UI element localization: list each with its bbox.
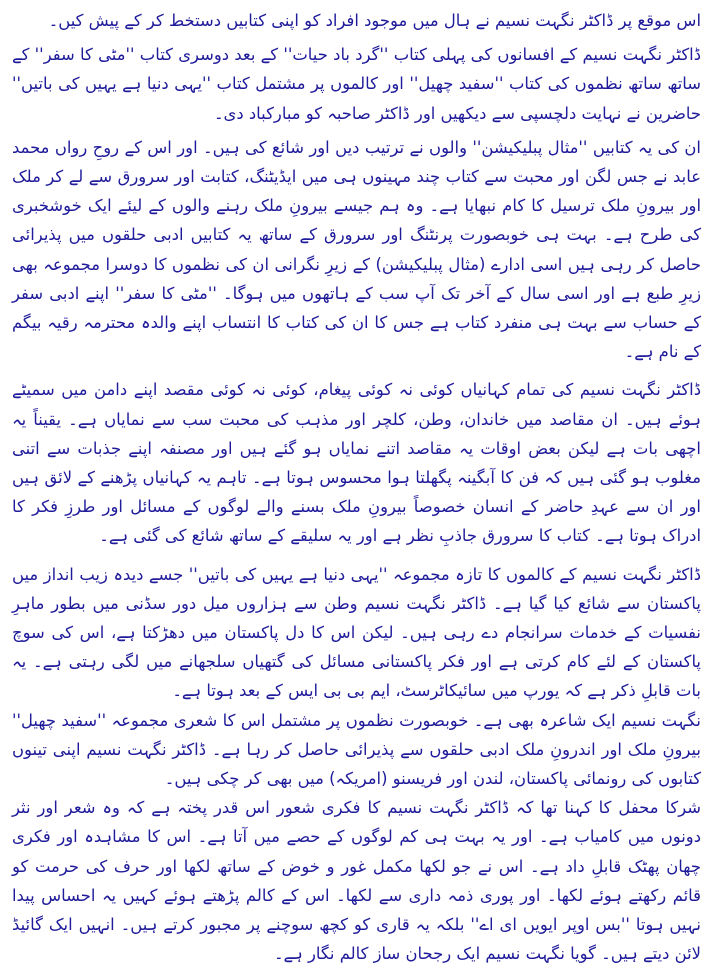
paragraph-columns-collection: ڈاکٹر نگہت نسیم کے کالموں کا تازہ مجموعہ ''یہی دنیا ہے یہیں کی باتیں'' جسے دیدہ زیب انداز میں پاکستان سے شائع کیا گیا ہے۔ ڈاکٹر نگہت نسیم وطن سے ہزاروں میل دور سڈنی میں بطور ماہرِ نفسیات کے خدمات سرانجام دے رہی ہیں۔ لیکن اس کا دل پاکستان میں دھڑکتا ہے، اس کی سوچ پاکستان کے لئے کام کرتی ہے اور فکر پاکستانی مسائل کی گتھیاں سلجھانے میں لگی رہتی ہے۔ یہ بات قابلِ ذکر ہے کہ یورپ میں سائیکاٹرسٹ، ایم بی بی ایس کے بعد ہوتا ہے۔ <box>12 564 701 701</box>
paragraph-stories-review: ڈاکٹر نگہت نسیم کی تمام کہانیاں کوئی نہ کوئی پیغام، کوئی نہ کوئی مقصد اپنے دامن میں سمیٹے ہوئے ہیں۔ ان مقاصد میں خاندان، وطن، کلچر اور مذہب کی محبت سب سے نمایاں ہے۔ یقیناً یہ اچھی بات ہے لیکن بعض اوقات یہ مقاصد اتنے نمایاں ہو گئے ہیں اور مصنفہ اپنے جذبات سے اتنی مغلوب ہو گئی ہیں کہ فن کا آبگینہ پگھلتا ہوا محسوس ہوتا ہے۔ تاہم یہ کہانیاں پڑھنے کے لائق ہیں اور ان سے عہدِ حاضر کے انسان خصوصاً بیرونِ ملک بسنے والے لوگوں کے مسائل اور طرزِ فکر کا ادراک ہوتا ہے۔ کتاب کا سرورق جاذبِ نظر ہے اور یہ سلیقے کے ساتھ شائع کی گئی ہے۔ <box>12 380 701 546</box>
paragraph-book-signing: اس موقع پر ڈاکٹر نگہت نسیم نے ہال میں موجود افراد کو اپنی کتابیں دستخط کر کے پیش کیں۔ <box>48 11 701 30</box>
paragraph-books-list: ڈاکٹر نگہت نسیم کے افسانوں کی پہلی کتاب ''گرد باد حیات'' کے بعد دوسری کتاب ''مٹی کا سفر'' کے ساتھ ساتھ نظموں کی کتاب ''سفید چھیل'' اور کالموں پر مشتمل کتاب ''یہی دنیا ہے یہیں کی باتیں'' حاضرین نے نہایت دلچسپی سے دیکھیں اور ڈاکٹر صاحبہ کو مبارکباد دی۔ <box>12 45 701 123</box>
paragraph-participants-opinion: شرکا محفل کا کہنا تھا کہ ڈاکٹر نگہت نسیم کا فکری شعور اس قدر پختہ ہے کہ وہ شعر اور نثر دونوں میں کامیاب ہے۔ اور یہ بہت ہی کم لوگوں کے حصے میں آتا ہے۔ اس کا مشاہدہ اور فکری چھان پھٹک قابلِ داد ہے۔ اس نے جو لکھا مکمل غور و خوض کے ساتھ لکھا اور حرف کی حرمت کو قائم رکھتے ہوئے لکھا۔ اور پوری ذمہ داری سے لکھا۔ اس کے کالم پڑھتے ہوئے کہیں یہ احساس پیدا نہیں ہوتا ''بس اوپر ایویں ای اے'' بلکہ یہ قاری کو کچھ سوچنے پر مجبور کرتے ہیں۔ انہیں ایک گائیڈ لائن دیتے ہیں۔ گویا نگہت نسیم ایک رجحان ساز کالم نگار ہے۔ <box>12 798 701 964</box>
paragraph-publisher: ان کی یہ کتابیں ''مثال پبلیکیشن'' والوں نے ترتیب دیں اور شائع کی ہیں۔ اور اس کے روحِ رواں محمد عابد نے جس لگن اور محبت سے کتاب چند مہینوں ہی میں ایڈیٹنگ، کتابت اور سرورق سے لے کر ملک اور بیرونِ ملک ترسیل کا کام نبھایا ہے۔ وہ ہم جیسے بیرونِ ملک رہنے والوں کے لیئے ایک خوشخبری کی طرح ہے۔ بہت ہی خوبصورت پرنٹنگ اور سرورق کے ساتھ یہ کتابیں ادبی حلقوں میں پذیرائی حاصل کر رہی ہیں اسی ادارے (مثال پبلیکیشن) کے زیرِ نگرانی ان کی نظموں کا دوسرا مجموعہ بھی زیرِ طبع ہے اور اسی سال کے آخر تک آپ سب کے ہاتھوں میں ہوگا۔ ''مٹی کا سفر'' اپنے ادبی سفر کے حساب سے بہت ہی منفرد کتاب ہے جس کا ان کی کتاب کا انتساب اپنے والدہ محترمہ رقیہ بیگم کے نام ہے۔ <box>12 137 701 362</box>
paragraph-poetry: نگہت نسیم ایک شاعرہ بھی ہے۔ خوبصورت نظموں پر مشتمل اس کا شعری مجموعہ ''سفید چھیل'' بیرونِ ملک اور اندرونِ ملک ادبی حلقوں سے پذیرائی حاصل کر رہا ہے۔ ڈاکٹر نگہت نسیم اپنی تینوں کتابوں کی رونمائی پاکستان، لندن اور فریسنو (امریکہ) میں بھی کر چکی ہیں۔ <box>12 710 701 789</box>
